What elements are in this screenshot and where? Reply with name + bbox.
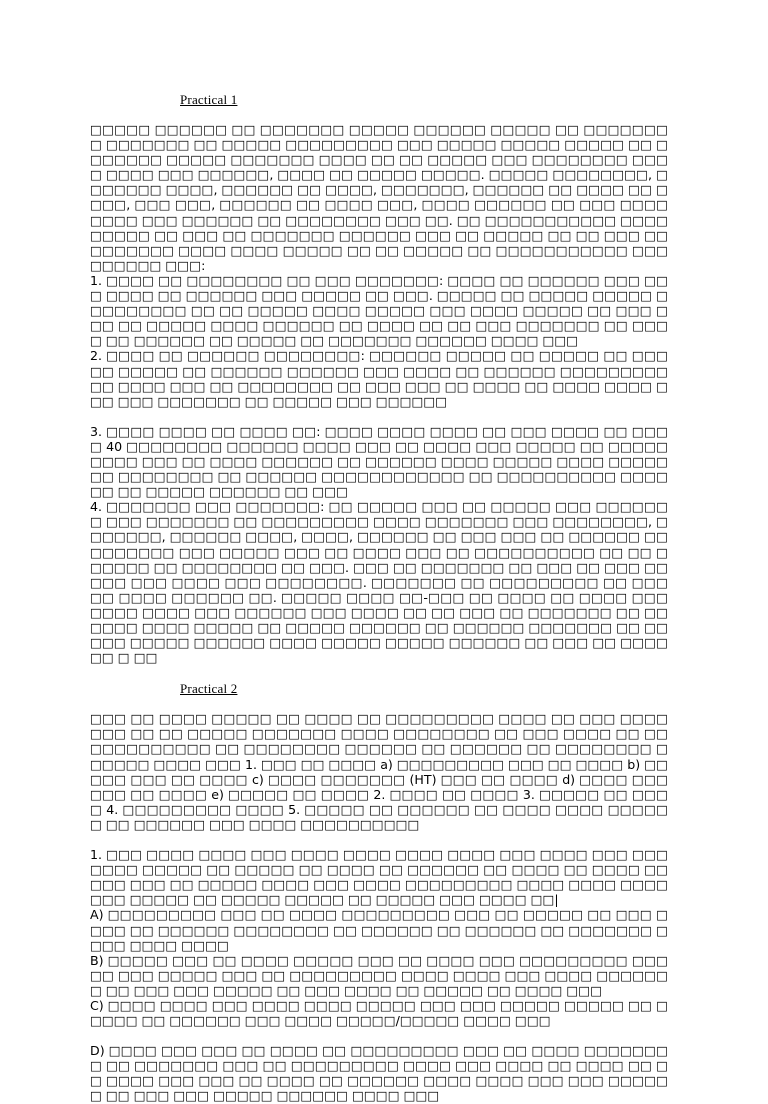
practical-2-point-b: B) □□□□□ □□□ □□ □□□□ □□□□□ □□□ □□ □□□□ □□□ □□□□□□□□□ □□□ □□ □□□ □□□□□ □□□ □□ □□□□□□□□□ □□□□ □□□□ □□□ □□□□ □□□□□□□ □□ □□□ □□□ □□□□□ □□ □□□ □□□□ □□ □□□□□ □□ □□□□ □□□	[90, 952, 668, 998]
practical-1-item-1: 1. □□□□ □□ □□□□□□□□ □□ □□□ □□□□□□□: □□□□ □□ □□□□□□ □□□ □□□ □□□□ □□ □□□□□□ □□□ □□□□□ □□ □□□. □□□□□ □□ □□□□□ □□□□□ □□□□□□□□□ □□ □□ □□□□□ □□□□ □□□□□ □□□ □□□□ □□□□□ □□ □□□ □□□ □□ □□□□□ □□□□ □□□□□□ □□ □□□□ □□ □□ □□□ □□□□□□□ □□ □□□□ □□ □□□□□□ □□ □□□□□ □□ □□□□□□□ □□□□□□ □□□□ □□□	[90, 272, 668, 349]
practical-2-point-a: A) □□□□□□□□□ □□□ □□ □□□□ □□□□□□□□□ □□□ □□ □□□□□ □□ □□□ □□□□ □□ □□□□□□ □□□□□□□□ □□ □□□□□□ □□ □□□□□□ □□ □□□□□□□ □□□□ □□□□ □□□□	[90, 907, 668, 953]
paragraph-gap	[90, 409, 668, 424]
practical-1-item-4: 4. □□□□□□□ □□□ □□□□□□□: □□ □□□□□ □□□ □□ □□□□□ □□□ □□□□□□□ □□□ □□□□□□□ □□ □□□□□□□□□ □□□□ □□□□□□□ □□□ □□□□□□□□, □□□□□□□, □□□□□□ □□□□, □□□□, □□□□□□ □□ □□□ □□□ □□ □□□□□□ □□ □□□□□□□ □□□ □□□□□ □□□ □□ □□□□ □□□ □□ □□□□□□□□□□ □□ □□ □□□□□□ □□ □□□□□□□□ □□ □□□. □□□ □□ □□□□□□□ □□ □□□ □□ □□□ □□ □□□ □□□ □□□□ □□□ □□□□□□□□. □□□□□□□ □□ □□□□□□□□□ □□ □□□ □□ □□□□ □□□□□□ □□. □□□□□ □□□□ □□-□□□ □□ □□□□ □□ □□□□ □□□ □□□□ □□□□ □□□ □□□□□□ □□□ □□□□ □□ □□ □□□ □□ □□□□□□□ □□ □□□□□□ □□□□ □□□□□ □□ □□□□□ □□□□□□ □□ □□□□□□ □□□□□□□ □□ □□□□□ □□□□□ □□□□□□ □□□□ □□□□□ □□□□□ □□□□□□ □□ □□□ □□ □□□□□□ □ □□	[90, 499, 668, 666]
practical-2-intro: □□□ □□ □□□□ □□□□□ □□ □□□□ □□ □□□□□□□□□ □□□□ □□ □□□ □□□□□□□ □□ □□ □□□□□ □□□□□□□ □□□□ □□□□□□□□ □□ □□□ □□□□ □□ □□ □□□□□□□□□□ □□ □□□□□□□□ □□□□□□ □□ □□□□□□ □□ □□□□□□□□ □□□□□□ □□□□ □□□ 1. □□□ □□ □□□□ a) □□□□□□□□□ □□□ □□ □□□□ b) □□□□□ □□□ □□ □□□□ c) □□□□ □□□□□□□ (HT) □□□ □□ □□□□ d) □□□□ □□□ □□□ □□ □□□□ e) □□□□□ □□ □□□□ 2. □□□□ □□ □□□□ 3. □□□□□ □□ □□□□ 4. □□□□□□□□□ □□□□ 5. □□□□□ □□ □□□□□□ □□ □□□□ □□□□ □□□□□□ □□ □□□□□□ □□□ □□□□ □□□□□□□□□□	[90, 711, 668, 832]
paragraph-gap	[90, 832, 668, 847]
section-gap	[90, 665, 668, 681]
practical-2-point-c: C) □□□□ □□□□ □□□ □□□□ □□□□ □□□□□ □□□ □□□ □□□□□ □□□□□ □□ □□□□□ □□ □□□□□□ □□□ □□□□ □□□□□/□□□□□ □□□□ □□□	[90, 997, 668, 1029]
practical-1-item-2: 2. □□□□ □□ □□□□□□ □□□□□□□□: □□□□□□ □□□□□ □□ □□□□□ □□ □□□ □□ □□□□□ □□ □□□□□□ □□□□□□ □□□ □□□□ □□ □□□□□□ □□□□□□□□□ □□ □□□□ □□□ □□ □□□□□□□□ □□ □□□ □□□ □□ □□□□ □□ □□□□ □□□□ □□□ □□□ □□□□□□□ □□ □□□□□ □□□ □□□□□□	[90, 348, 668, 409]
practical-2-title: Practical 2	[180, 681, 238, 697]
practical-1-intro: □□□□□ □□□□□□ □□ □□□□□□□ □□□□□ □□□□□□ □□□□□ □□ □□□□□□□□ □□□□□□□ □□ □□□□□ □□□□□□□□□ □□□ □□□□□ □□□□□ □□□□□ □□ □□□□□□□ □□□□□ □□□□□□□ □□□□ □□ □□ □□□□□ □□□ □□□□□□□□ □□□□ □□□□ □□□ □□□□□□, □□□□ □□ □□□□□ □□□□□. □□□□□ □□□□□□□□, □□□□□□□ □□□□, □□□□□□ □□ □□□□, □□□□□□□, □□□□□□ □□ □□□□ □□ □□□□, □□□ □□□, □□□□□□ □□ □□□□ □□□, □□□□ □□□□□□ □□ □□□ □□□□ □□□□ □□□ □□□□□□ □□ □□□□□□□□ □□□ □□. □□ □□□□□□□□□□□ □□□□□□□□□ □□ □□□ □□ □□□□□□□ □□□□□□ □□□ □□ □□□□□ □□ □□ □□□ □□ □□□□□□□ □□□□ □□□□ □□□□□ □□ □□ □□□□□ □□ □□□□□□□□□□□ □□□ □□□□□□ □□□:	[90, 122, 668, 273]
practical-2-point-1: 1. □□□ □□□□ □□□□ □□□ □□□□ □□□□ □□□□ □□□□ □□□ □□□□ □□□ □□□□□□□ □□□□□ □□ □□□□□ □□ □□□□ □□ □□□□□□ □□ □□□□ □□ □□□□ □□ □□□ □□□ □□ □□□□□ □□□□ □□□ □□□□ □□□□□□□□□ □□□□ □□□□ □□□□ □□□ □□□□□ □□ □□□□□ □□□□□ □□ □□□□□ □□□ □□□□ □□|	[90, 847, 668, 908]
practical-1-item-3: 3. □□□□ □□□□ □□ □□□□ □□: □□□□ □□□□ □□□□ □□ □□□ □□□□ □□ □□□□ 40 □□□□□□□□ □□□□□□ □□□□ □□□ □□ □□□□ □□□ □□□□□ □□ □□□□□□□□□ □□□ □□ □□□□ □□□□□□ □□ □□□□□□ □□□□ □□□□□ □□□□ □□□□□□□ □□□□□□□□ □□ □□□□□□ □□□□□□□□□□□□ □□ □□□□□□□□□□ □□□□□□ □□ □□□□□ □□□□□□ □□ □□□	[90, 423, 668, 500]
practical-2-point-d: D) □□□□ □□□ □□□ □□ □□□□ □□ □□□□□□□□□ □□□ □□ □□□□ □□□□□□□□ □□ □□□□□□□ □□□ □□ □□□□□□□□□ □□□□ □□□ □□□□ □□ □□□□ □□ □□ □□□□ □□□ □□□ □□ □□□□ □□ □□□□□□ □□□□ □□□□ □□□ □□□ □□□□□□ □□ □□□ □□□ □□□□□ □□□□□□ □□□□ □□□	[90, 1043, 668, 1104]
paragraph-gap	[90, 1028, 668, 1043]
practical-1-title: Practical 1	[180, 92, 238, 107]
